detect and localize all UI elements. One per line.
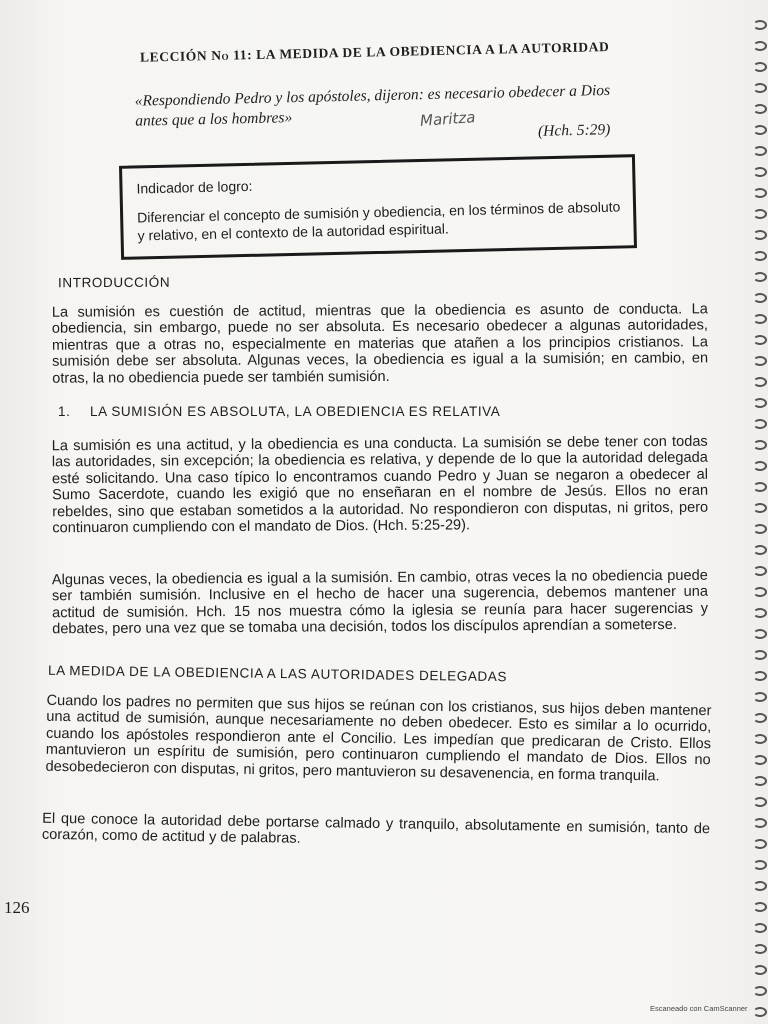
handwritten-note: Maritza bbox=[419, 108, 476, 130]
achievement-indicator-box bbox=[119, 154, 637, 260]
achievement-heading: Indicador de logro: bbox=[136, 177, 253, 197]
page-number: 126 bbox=[4, 898, 30, 917]
introduction-heading: INTRODUCCIÓN bbox=[57, 274, 171, 291]
section1-paragraph: La sumisión es una actitud, y la obediencia es una conducta. La sumisión se debe tener con todas las autoridades, sin excepción; la obediencia es relativa, y depende de lo que la autoridad delegada esté solicitando. Una caso típico lo encontramos cuando Pedro y Juan se negaron a obedecer al Sumo Sacerdote, cuando les exigió que no enseñaran en el nombre de Jesús. Ellos no eran rebeldes, sino que estaban sometidos a la autoridad. No respondieron con disputas, ni gritos, pero continuaron cumpliendo con el mandato de Dios. (Hch. 5:25-29). bbox=[51, 433, 709, 537]
section1-paragraph: Algunas veces, la obediencia es igual a la sumisión. En cambio, otras veces la no obediencia puede ser también sumisión. Inclusive en el hecho de hacer una sugerencia, debemos mantener una actitud de sumisión. Hch. 15 nos muestra cómo la iglesia se reunía para hacer sugerencias y debates, pero una vez que se tomaba una decisión, todos los discípulos aprendían a someterse. bbox=[51, 567, 709, 638]
section2-paragraph: El que conoce la autoridad debe portarse calmado y tranquilo, absolutamente en sumisión, tanto de corazón, como de actitud y de palabras. bbox=[41, 810, 711, 848]
achievement-text: Diferenciar el concepto de sumisión y obediencia, en los términos de absoluto y relativo, en el contexto de la autoridad espiritual. bbox=[136, 198, 621, 244]
epigraph-reference: (Hch. 5:29) bbox=[537, 121, 611, 140]
introduction-paragraph: La sumisión es cuestión de actitud, mientras que la obediencia es asunto de conducta. La obediencia, sin embargo, puede no ser absoluta. Es necesario obedecer a algunas autoridades, mientras que a otras no, especialmente en materias que atañen a los principios cristianos. La sumisión debe ser absoluta. Algunas veces, la obediencia es igual a la sumisión; en cambio, en otras, la no obediencia puede ser también sumisión. bbox=[51, 301, 709, 387]
spiral-binding bbox=[748, 20, 766, 920]
section2-paragraph: Cuando los padres no permiten que sus hijos se reúnan con los cristianos, sus hijos deben mantener una actitud de sumisión, aunque necesariamente no deben obedecer. Esto es similar a lo ocurrido, cuando los apóstoles respondieron ante el Concilio. Les impedían que predicaran de Cristo. Ellos mantuvieron un espíritu de sumisión, pero continuaron cumpliendo el mandato de Dios. Ellos no desobedecieron con disputas, ni gritos, pero mantuvieron su desavenencia, en forma tranquila. bbox=[45, 692, 712, 785]
scanner-footer: Escaneado con CamScanner bbox=[650, 1004, 748, 1013]
section1-number: 1. bbox=[58, 404, 71, 419]
lesson-title: LECCIÓN No 11: LA MEDIDA DE LA OBEDIENCIA A LA AUTORIDAD bbox=[139, 39, 610, 65]
epigraph-quote: «Respondiendo Pedro y los apóstoles, dijeron: es necesario obedecer a Dios antes que a los hombres» bbox=[134, 81, 611, 130]
section1-heading bbox=[58, 404, 500, 419]
section2-heading: LA MEDIDA DE LA OBEDIENCIA A LAS AUTORIDADES DELEGADAS bbox=[47, 662, 508, 685]
section1-title: LA SUMISIÓN ES ABSOLUTA, LA OBEDIENCIA ES RELATIVA bbox=[90, 404, 501, 419]
